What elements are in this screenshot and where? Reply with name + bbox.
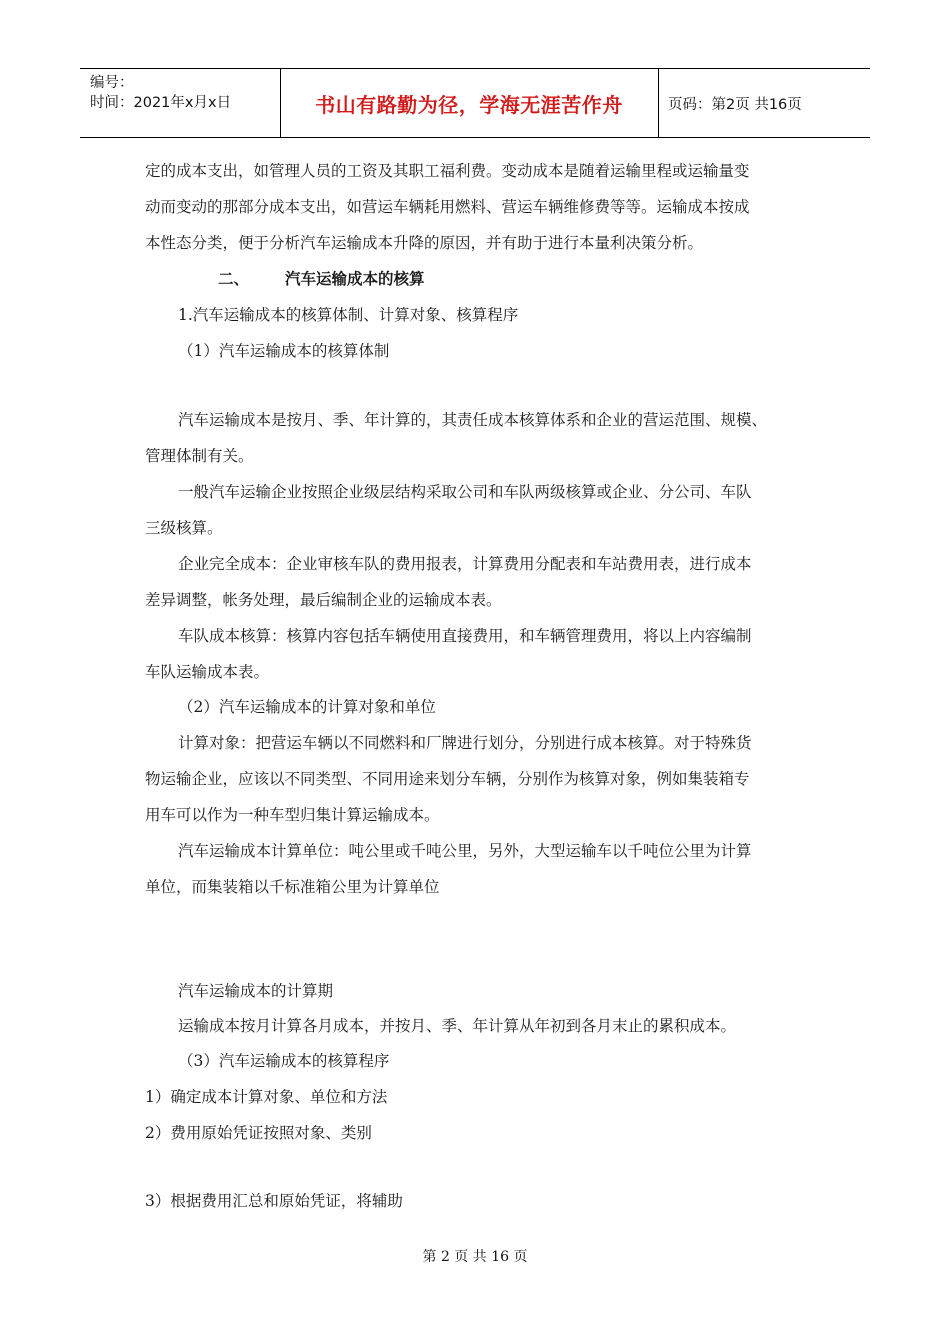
paragraph-line: 用车可以作为一种车型归集计算运输成本。 xyxy=(145,806,440,824)
page-footer: 第 2 页 共 16 页 xyxy=(422,1249,528,1265)
header-motto: 书山有路勤为径，学海无涯苦作舟 xyxy=(315,92,623,117)
header-meta xyxy=(90,73,231,113)
paragraph-line: 汽车运输成本是按月、季、年计算的，其责任成本核算体系和企业的营运范围、规模、 xyxy=(178,411,768,429)
paragraph-line: 汽车运输成本计算单位：吨公里或千吨公里，另外，大型运输车以千吨位公里为计算 xyxy=(178,842,752,860)
paragraph-line: 企业完全成本：企业审核车队的费用报表，计算费用分配表和车站费用表，进行成本 xyxy=(178,555,752,573)
subsection-heading: 1.汽车运输成本的核算体制、计算对象、核算程序 xyxy=(178,306,519,324)
paragraph-line: 单位，而集装箱以千标准箱公里为计算单位 xyxy=(145,878,440,896)
paragraph-line: 管理体制有关。 xyxy=(145,447,254,465)
paragraph-line: 运输成本按月计算各月成本，并按月、季、年计算从年初到各月末止的累积成本。 xyxy=(178,1017,737,1035)
paragraph-line: 车队成本核算：核算内容包括车辆使用直接费用，和车辆管理费用，将以上内容编制 xyxy=(178,627,752,645)
paragraph-line: 差异调整，帐务处理，最后编制企业的运输成本表。 xyxy=(145,591,502,609)
list-item: 1）确定成本计算对象、单位和方法 xyxy=(145,1088,388,1106)
document-header xyxy=(80,68,870,138)
header-divider-right xyxy=(658,69,659,137)
section-title: 汽车运输成本的核算 xyxy=(285,270,425,288)
paragraph-line: 定的成本支出，如管理人员的工资及其职工福利费。变动成本是随着运输里程或运输量变 xyxy=(145,162,750,180)
section-heading xyxy=(218,268,425,290)
paragraph-line: 计算对象：把营运车辆以不同燃料和厂牌进行划分，分别进行成本核算。对于特殊货 xyxy=(178,734,752,752)
section-number: 二、 xyxy=(218,270,250,288)
subsection-heading: （2）汽车运输成本的计算对象和单位 xyxy=(178,698,436,716)
paragraph-line: 动而变动的那部分成本支出，如营运车辆耗用燃料、营运车辆维修费等等。运输成本按成 xyxy=(145,198,750,216)
subsection-heading: （1）汽车运输成本的核算体制 xyxy=(178,342,390,360)
header-date-label: 时间：2021年x月x日 xyxy=(90,95,232,111)
paragraph-line: 本性态分类，便于分析汽车运输成本升降的原因，并有助于进行本量利决策分析。 xyxy=(145,234,704,252)
list-item: 3）根据费用汇总和原始凭证，将辅助 xyxy=(145,1192,403,1210)
header-page-info: 页码：第2页 共16页 xyxy=(668,96,802,113)
paragraph-line: 物运输企业，应该以不同类型、不同用途来划分车辆，分别作为核算对象，例如集装箱专 xyxy=(145,770,750,788)
paragraph-line: 车队运输成本表。 xyxy=(145,663,270,681)
list-item: 2）费用原始凭证按照对象、类别 xyxy=(145,1124,372,1142)
subsection-heading: （3）汽车运输成本的核算程序 xyxy=(178,1052,390,1070)
header-number-label: 编号： xyxy=(90,75,134,91)
paragraph-line: 一般汽车运输企业按照企业级层结构采取公司和车队两级核算或企业、分公司、车队 xyxy=(178,483,752,501)
paragraph-line: 汽车运输成本的计算期 xyxy=(178,982,334,1000)
paragraph-line: 三级核算。 xyxy=(145,519,223,537)
